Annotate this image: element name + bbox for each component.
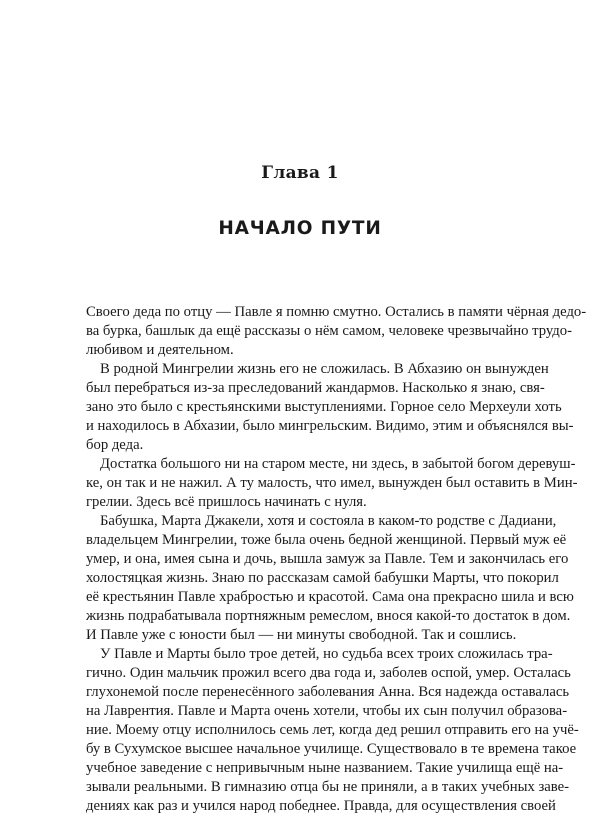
paragraph xyxy=(86,360,574,455)
body-text xyxy=(86,303,587,816)
text-line: умер, и она, имея сына и дочь, вышла замуж за Павле. Тем и закончилась его xyxy=(86,551,569,567)
paragraph xyxy=(86,645,579,816)
text-line: У Павле и Марты было трое детей, но судьба всех троих сложилась тра- xyxy=(100,646,553,662)
text-line: любивом и деятельном. xyxy=(86,342,234,358)
paragraph xyxy=(86,455,578,512)
text-line: грелии. Здесь всё пришлось начинать с нуля. xyxy=(86,494,367,510)
text-line: зывали реальными. В гимназию отца бы не приняли, а в таких учебных заве- xyxy=(86,779,570,795)
text-line: бу в Сухумское высшее начальное училище. Существовало в те времена такое xyxy=(86,741,577,757)
text-line: ние. Моему отцу исполнилось семь лет, когда дед решил отправить его на учё- xyxy=(86,722,579,738)
text-line: её крестьянин Павле храбростью и красотой. Сама она прекрасно шила и всю xyxy=(86,589,574,605)
text-line: гично. Один мальчик прожил всего два года и, заболев оспой, умер. Осталась xyxy=(86,665,571,681)
text-line: дениях как раз и учился народ победнее. Правда, для осуществления своей xyxy=(86,798,556,814)
text-line: бор деда. xyxy=(86,437,144,453)
text-line: Бабушка, Марта Джакели, хотя и состояла в каком-то родстве с Дадиани, xyxy=(100,513,557,529)
text-line: ва бурка, башлык да ещё рассказы о нём самом, человеке чрезвычайно трудо- xyxy=(86,323,573,339)
paragraph xyxy=(86,512,574,645)
text-line: Достатка большого ни на старом месте, ни здесь, в забытой богом деревуш- xyxy=(100,456,576,472)
text-line: и находилось в Абхазии, было мингрельским. Видимо, этим и объяснялся вы- xyxy=(86,418,574,434)
text-line: жизнь подрабатывала портняжным ремеслом, внося какой-то достаток в дом. xyxy=(86,608,571,624)
paragraph xyxy=(86,303,587,360)
text-line: учебное заведение с непривычным ныне названием. Такие училища ещё на- xyxy=(86,760,564,776)
text-line: на Лаврентия. Павле и Марта очень хотели, чтобы их сын получил образова- xyxy=(86,703,568,719)
text-line: И Павле уже с юности был — ни минуты свободной. Так и сошлись. xyxy=(86,627,517,643)
text-line: ке, он так и не нажил. А ту малость, что имел, вынужден был оставить в Мин- xyxy=(86,475,578,491)
text-line: владельцем Мингрелии, тоже была очень бедной женщиной. Первый муж её xyxy=(86,532,567,548)
text-line: был перебраться из-за преследований жандармов. Насколько я знаю, свя- xyxy=(86,380,545,396)
text-line: зано это было с крестьянскими выступлениями. Горное село Мерхеули хоть xyxy=(86,399,562,415)
text-line: холостяцкая жизнь. Знаю по рассказам самой бабушки Марты, что покорил xyxy=(86,570,559,586)
chapter-number: Глава 1 xyxy=(261,163,339,183)
text-line: глухонемой после перенесённого заболевания Анна. Вся надежда оставалась xyxy=(86,684,570,700)
text-line: В родной Мингрелии жизнь его не сложилась. В Абхазию он вынужден xyxy=(100,361,549,377)
text-line: Своего деда по отцу — Павле я помню смутно. Остались в памяти чёрная дедо- xyxy=(86,304,587,320)
chapter-title: НАЧАЛО ПУТИ xyxy=(218,218,382,239)
